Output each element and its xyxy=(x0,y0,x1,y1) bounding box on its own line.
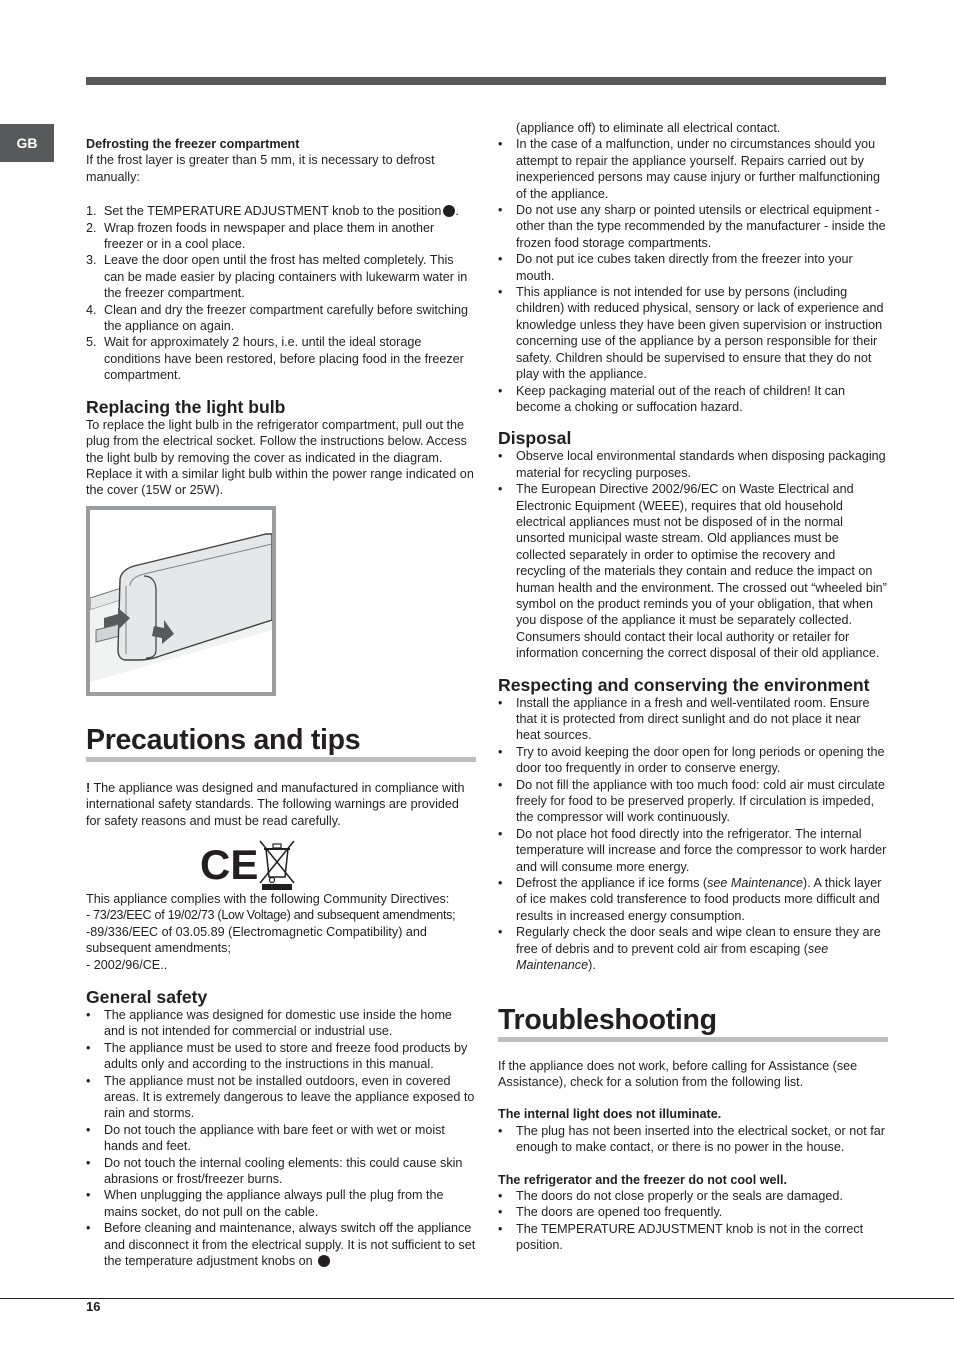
list-item: • The European Directive 2002/96/EC on Waste Electrical and Electronic Equipment (WEEE), requires that old household electrical appliances must not be disposed of in the normal unsorted municipal waste stream. Old appliances must be collected separately in order to optimise the recovery and recycling of the materials they contain and reduce the impact on human health and the environment. The crossed out “wheeled bin” symbol on the product reminds you of your obligation, that when you dispose of the appliance it must be separately collected. Consumers should contact their local authority or retailer for information concerning the correct disposal of their old appliance. xyxy=(498,481,888,661)
precautions-intro: ! The appliance was designed and manufactured in compliance with international safety standards. The following warnings are provided for safety reasons and must be read carefully. xyxy=(86,780,465,828)
defrost-intro: If the frost layer is greater than 5 mm, it is necessary to defrost manually: xyxy=(86,153,435,184)
safety-continued: (appliance off) to eliminate all electrical contact. xyxy=(516,121,781,135)
defrost-step: 2. Wrap frozen foods in newspaper and place them in another freezer or in a cool place. xyxy=(86,220,435,252)
problem-causes xyxy=(498,1188,888,1254)
general-safety-list-continued xyxy=(498,136,888,415)
general-safety-heading: General safety xyxy=(86,986,208,1007)
list-item: • Do not touch the appliance with bare feet or with wet or moist hands and feet. xyxy=(86,1122,476,1155)
defrost-title: Defrosting the freezer compartment xyxy=(86,137,300,151)
warning-mark: ! xyxy=(86,780,91,795)
list-item: • Do not fill the appliance with too much food: cold air must circulate freely for food to be preserved properly. If circulation is impeded, the compressor will work continuously. xyxy=(498,777,888,826)
list-item: • Install the appliance in a fresh and well-ventilated room. Ensure that it is protected from direct sunlight and do not place it near heat sources. xyxy=(498,695,888,744)
footer-rule xyxy=(0,1298,954,1299)
list-item: • Keep packaging material out of the reach of children! It can become a choking or suffocation hazard. xyxy=(498,383,888,416)
disposal-heading: Disposal xyxy=(498,428,572,449)
defrost-step: 1. Set the TEMPERATURE ADJUSTMENT knob to the position . xyxy=(86,204,459,219)
list-item: • Before cleaning and maintenance, always switch off the appliance and disconnect it from the electrical supply. It is not sufficient to set the temperature adjustment knobs on xyxy=(86,1220,476,1269)
list-item: • Defrost the appliance if ice forms (see Maintenance). A thick layer of ice makes cold transference to food products more difficult and results in increased energy consumption. xyxy=(498,875,888,924)
light-bulb-heading: Replacing the light bulb xyxy=(86,396,286,417)
list-item: • Do not touch the internal cooling elements: this could cause skin abrasions or frost/freezer burns. xyxy=(86,1155,476,1188)
left-column xyxy=(86,136,476,1269)
ce-mark: CE xyxy=(200,840,259,888)
ce-weee-marks-icon xyxy=(200,837,300,891)
list-item: • Observe local environmental standards when disposing packaging material for recycling purposes. xyxy=(498,448,888,481)
list-item: • Regularly check the door seals and wipe clean to ensure they are free of debris and to prevent cold air from escaping (see Maintenance). xyxy=(498,924,888,973)
defrost-steps xyxy=(86,203,476,383)
list-item: • Do not place hot food directly into the refrigerator. The internal temperature will increase and force the compressor to work harder and will consume more energy. xyxy=(498,826,888,875)
directives: This appliance complies with the following Community Directives: - 73/23/EEC of 19/02/73 (Low Voltage) and subsequent amendments; -89/336/EEC of 03.05.89 (Electromagnetic Compatibility) and subsequent amendments; - 2002/96/CE.. xyxy=(86,891,456,972)
compliance-marks xyxy=(86,837,476,891)
list-item: • In the case of a malfunction, under no circumstances should you attempt to repair the appliance yourself. Repairs carried out by inexperienced persons may cause injury or further malfunctioning of the appliance. xyxy=(498,136,888,202)
knob-off-icon xyxy=(318,1255,330,1267)
troubleshooting-heading: Troubleshooting xyxy=(498,1004,888,1042)
list-item: • Try to avoid keeping the door open for long periods or opening the door too frequently in order to conserve energy. xyxy=(498,744,888,777)
list-item: • The plug has not been inserted into the electrical socket, or not far enough to make contact, or there is no power in the house. xyxy=(498,1123,888,1156)
light-bulb-text: To replace the light bulb in the refrigerator compartment, pull out the plug from the electrical socket. Follow the instructions below. Access the light bulb by removing the cover as indicated in the diagram. Replace it with a similar light bulb within the power range indicated on the cover (15W or 25W). xyxy=(86,417,474,498)
environment-list xyxy=(498,695,888,974)
problem-causes xyxy=(498,1123,888,1156)
problem-title: The internal light does not illuminate. xyxy=(498,1107,722,1122)
crossed-bin-icon xyxy=(260,841,294,890)
list-item: • The appliance must be used to store and freeze food products by adults only and according to the instructions in this manual. xyxy=(86,1040,476,1073)
right-column xyxy=(498,120,888,1254)
header-bar xyxy=(86,77,886,85)
list-item: • This appliance is not intended for use by persons (including children) with reduced physical, sensory or lack of experience and knowledge unless they have been given supervision or instruction concerning use of the appliance by a person responsible for their safety. Children should be supervised to ensure that they do not play with the appliance. xyxy=(498,284,888,382)
disposal-list xyxy=(498,448,888,661)
light-cover-illustration xyxy=(90,510,272,692)
list-item: • Do not use any sharp or pointed utensils or electrical equipment - other than the type recommended by the manufacturer - inside the frozen food storage compartments. xyxy=(498,202,888,251)
knob-off-icon xyxy=(443,205,455,217)
general-safety-list xyxy=(86,1007,476,1270)
list-item: • When unplugging the appliance always pull the plug from the mains socket, do not pull on the cable. xyxy=(86,1187,476,1220)
list-item: • The doors do not close properly or the seals are damaged. xyxy=(498,1188,888,1204)
defrost-step: 5. Wait for approximately 2 hours, i.e. until the ideal storage conditions have been restored, before placing food in the freezer compartment. xyxy=(86,335,464,383)
defrost-step: 4. Clean and dry the freezer compartment carefully before switching the appliance on again. xyxy=(86,302,468,334)
language-tab: GB xyxy=(0,124,54,162)
troubleshooting-intro: If the appliance does not work, before calling for Assistance (see Assistance), check for a solution from the following list. xyxy=(498,1058,858,1089)
environment-heading: Respecting and conserving the environment xyxy=(498,674,870,695)
light-bulb-diagram xyxy=(86,506,276,696)
list-item: • Do not put ice cubes taken directly from the freezer into your mouth. xyxy=(498,251,888,284)
defrost-step: 3. Leave the door open until the frost has melted completely. This can be made easier by placing containers with lukewarm water in the freezer compartment. xyxy=(86,253,468,301)
list-item: • The appliance was designed for domestic use inside the home and is not intended for commercial or industrial use. xyxy=(86,1007,476,1040)
list-item: • The TEMPERATURE ADJUSTMENT knob is not in the correct position. xyxy=(498,1221,888,1254)
list-item: • The doors are opened too frequently. xyxy=(498,1204,888,1220)
page-number: 16 xyxy=(86,1299,101,1314)
precautions-heading: Precautions and tips xyxy=(86,724,476,762)
problem-title: The refrigerator and the freezer do not cool well. xyxy=(498,1172,788,1187)
list-item: • The appliance must not be installed outdoors, even in covered areas. It is extremely dangerous to leave the appliance exposed to rain and storms. xyxy=(86,1073,476,1122)
